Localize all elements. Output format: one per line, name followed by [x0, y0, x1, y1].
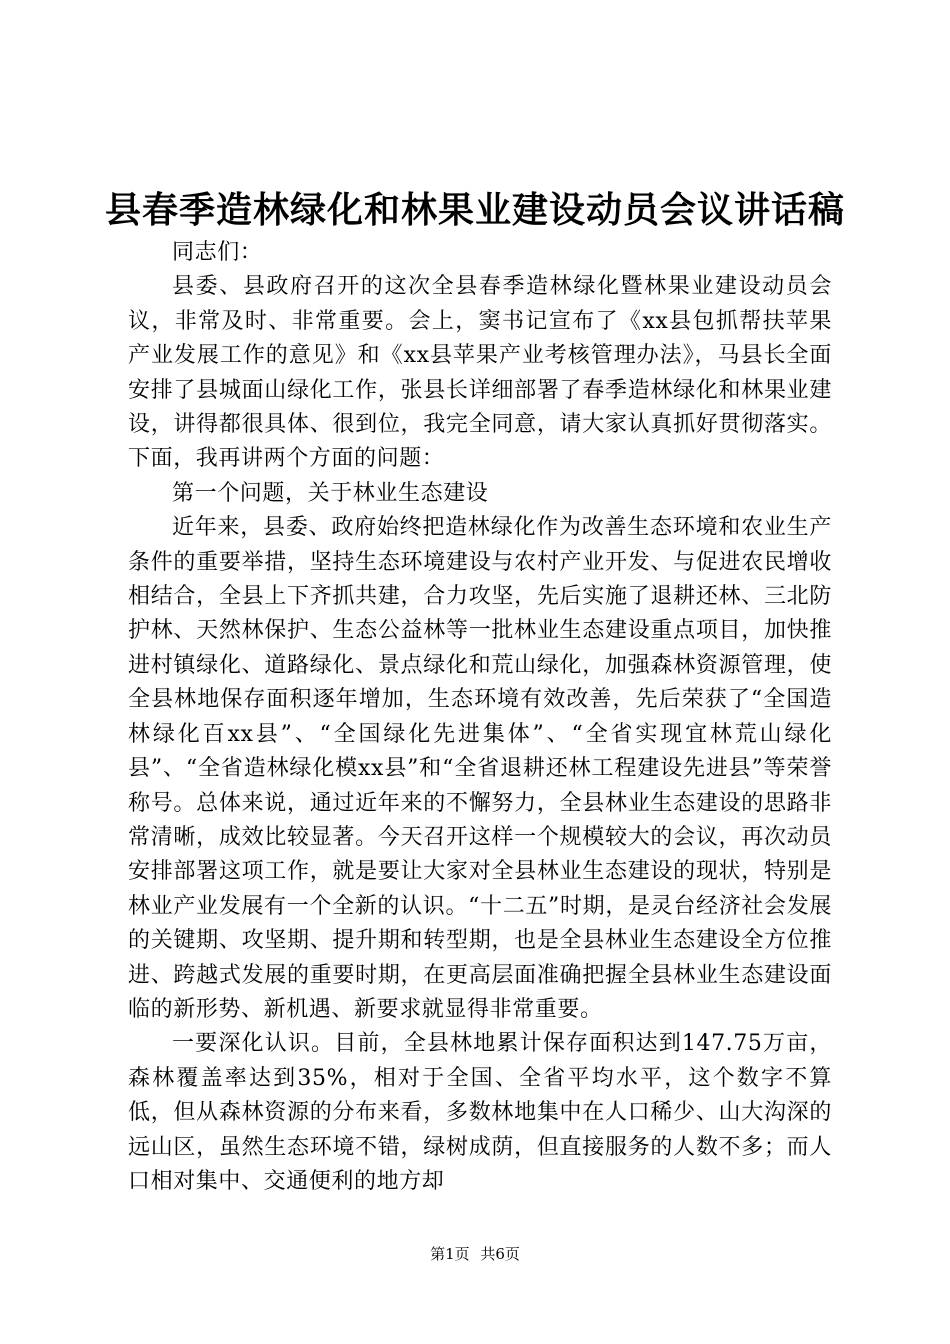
paragraph-point-one: 一要深化认识。目前，全县林地累计保存面积达到147.75万亩，森林覆盖率达到35%，相对于全国、全省平均水平，这个数字不算低，但从森林资源的分布来看，多数林地集中在人口稀少、山大沟深的远山区，虽然生态环境不错，绿树成荫，但直接服务的人数不多；而人口相对集中、交通便利的地方却	[128, 1031, 832, 1194]
page-number: 第1页	[430, 1245, 470, 1263]
document-title: 县春季造林绿化和林果业建设动员会议讲话稿	[104, 189, 845, 231]
section-heading: 第一个问题，关于林业生态建设	[172, 480, 489, 506]
page-footer	[0, 1244, 950, 1264]
paragraph-body: 近年来，县委、政府始终把造林绿化作为改善生态环境和农业生产条件的重要举措，坚持生态环境建设与农村产业开发、与促进农民增收相结合，全县上下齐抓共建，合力攻坚，先后实施了退耕还林、三北防护林、天然林保护、生态公益林等一批林业生态建设重点项目，加快推进村镇绿化、道路绿化、景点绿化和荒山绿化，加强森林资源管理，使全县林地保存面积逐年增加，生态环境有效改善，先后荣获了“全国造林绿化百xx县”、“全国绿化先进集体”、“全省实现宜林荒山绿化县”、“全省造林绿化模xx县”和“全省退耕还林工程建设先进县”等荣誉称号。总体来说，通过近年来的不懈努力，全县林业生态建设的思路非常清晰，成效比较显著。今天召开这样一个规模较大的会议，再次动员安排部署这项工作，就是要让大家对全县林业生态建设的现状，特别是林业产业发展有一个全新的认识。“十二五”时期，是灵台经济社会发展的关键期、攻坚期、提升期和转型期，也是全县林业生态建设全方位推进、跨越式发展的重要时期，在更高层面准确把握全县林业生态建设面临的新形势、新机遇、新要求就显得非常重要。	[128, 515, 832, 1022]
paragraph-intro: 县委、县政府召开的这次全县春季造林绿化暨林果业建设动员会议，非常及时、非常重要。会上，窦书记宣布了《xx县包抓帮扶苹果产业发展工作的意见》和《xx县苹果产业考核管理办法》，马县长全面安排了县城面山绿化工作，张县长详细部署了春季造林绿化和林果业建设，讲得都很具体、很到位，我完全同意，请大家认真抓好贯彻落实。下面，我再讲两个方面的问题：	[128, 274, 832, 472]
document-body	[128, 236, 832, 1199]
page-total: 共6页	[480, 1245, 520, 1263]
paragraph-greeting: 同志们：	[172, 240, 263, 265]
